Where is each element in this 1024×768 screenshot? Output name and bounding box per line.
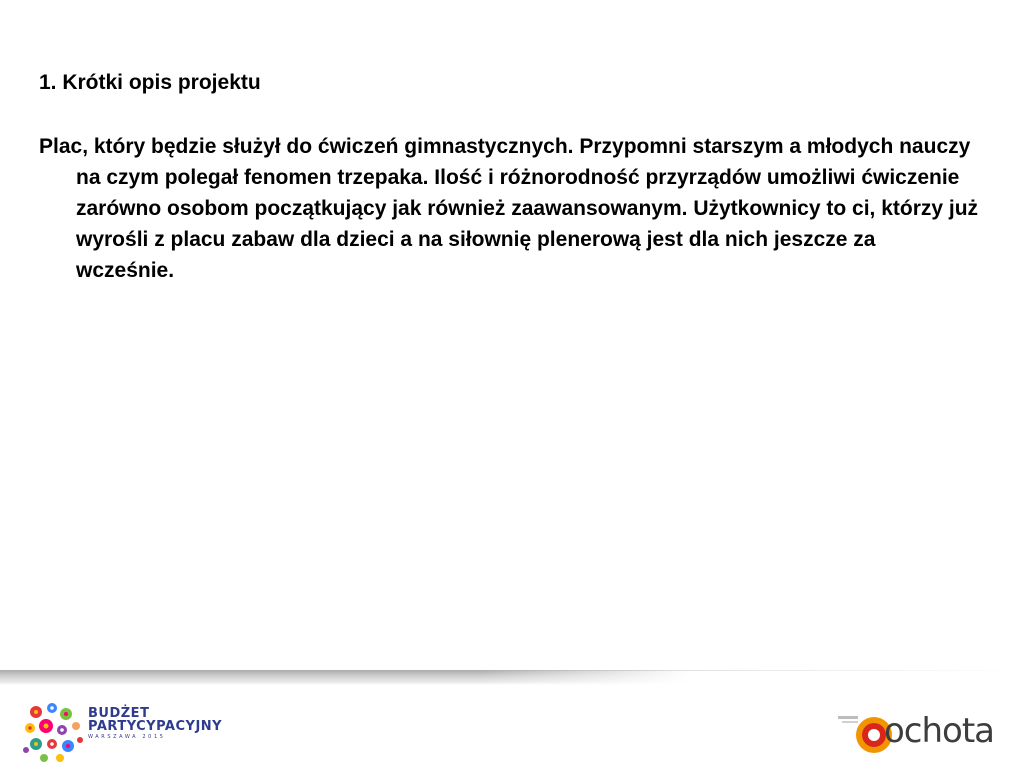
- budzet-logo-line3: WARSZAWA 2015: [88, 734, 166, 740]
- budzet-logo-text: [88, 707, 228, 741]
- footer-gradient-bar: [0, 670, 690, 685]
- ochota-wordmark: ochota: [884, 711, 995, 751]
- flower-cluster-icon: [22, 700, 92, 764]
- slide-paragraph: Plac, który będzie służył do ćwiczeń gimnastycznych. Przypomni starszym a młodych nauczy na czym polegał fenomen trzepaka. Ilość i różnorodność przyrządów umożliwi ćwiczenie zarówno osobom początkujący jak również zaawansowanym. Użytkownicy to ci, którzy już wyrośli z placu zabaw dla dzieci a na siłownię plenerową jest dla nich jeszcze za wcześnie.: [39, 135, 979, 282]
- budzet-logo-line2: PARTYCYPACYJNY: [88, 719, 223, 734]
- budzet-logo-line1: BUDŻET: [88, 706, 150, 721]
- slide-content: [39, 68, 979, 286]
- budzet-partycypacyjny-logo: [22, 700, 222, 764]
- slide-heading: 1. Krótki opis projektu: [39, 71, 261, 94]
- ochota-logo: [838, 705, 998, 760]
